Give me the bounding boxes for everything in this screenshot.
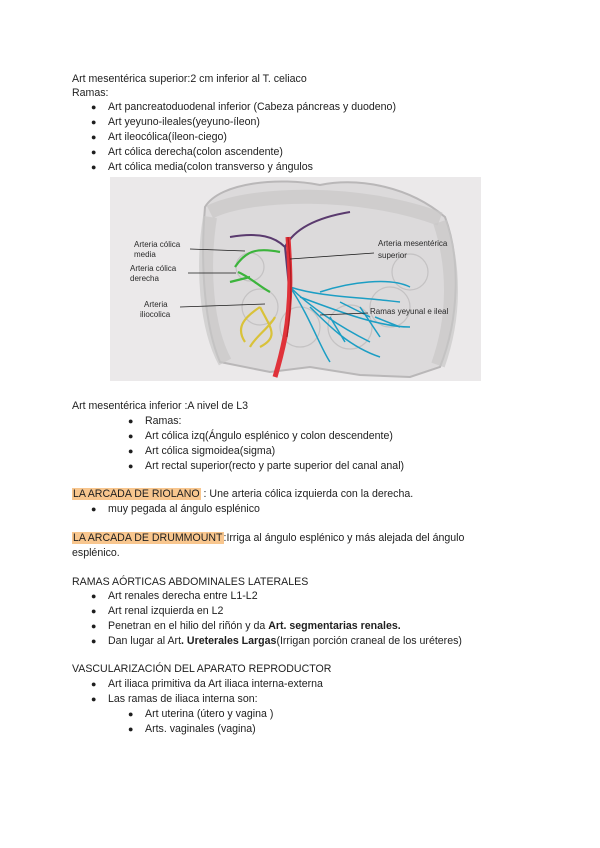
riolano-item: muy pegada al ángulo esplénico (108, 503, 260, 515)
ramas-aorticas-title: RAMAS AÓRTICAS ABDOMINALES LATERALES (72, 576, 309, 588)
item4-text: Dan lugar al Art (108, 635, 182, 647)
bullet-icon: ● (91, 636, 97, 646)
ramas-aorticas-item-2: Art renal izquierda en L2 (108, 605, 224, 617)
ima-item-3: Art cólica sigmoidea(sigma) (145, 445, 276, 457)
reproductor-item-1: Art iliaca primitiva da Art iliaca interna-externa (108, 678, 323, 690)
sma-item-2: Art yeyuno-ileales(yeyuno-íleon) (108, 116, 260, 128)
bullet-icon: ● (128, 416, 134, 426)
ima-item-4: Art rectal superior(recto y parte superior del canal anal) (145, 460, 405, 472)
ima-title: Art mesentérica inferior :A nivel de L3 (72, 400, 249, 412)
sma-item-3: Art ileocólica(íleon-ciego) (108, 131, 227, 143)
bullet-icon: ● (91, 591, 97, 601)
bullet-icon: ● (128, 724, 134, 734)
bullet-icon: ● (91, 147, 97, 157)
label-colica-derecha-2: derecha (130, 274, 159, 283)
bullet-icon: ● (128, 709, 134, 719)
anatomy-figure (110, 177, 481, 381)
item3-text: Penetran en el hilio del riñón y da (108, 620, 269, 632)
label-iliocolica-1: Arteria (144, 300, 168, 309)
sma-ramas-label: Ramas: (72, 87, 109, 99)
label-mesenterica-1: Arteria mesentérica (378, 239, 448, 248)
bullet-icon: ● (91, 606, 97, 616)
label-yeyunal: Ramas yeyunal e ileal (370, 307, 449, 316)
ramas-aorticas-item-3 (108, 619, 401, 633)
bullet-icon: ● (91, 504, 97, 514)
drummount-text-2: esplénico. (72, 547, 120, 559)
sma-item-4: Art cólica derecha(colon ascendente) (108, 146, 283, 158)
mesenteric-diagram (110, 177, 481, 381)
ramas-aorticas-item-4 (108, 634, 462, 648)
item4-post: (Irrigan porción craneal de los uréteres) (276, 635, 462, 647)
bullet-icon: ● (91, 679, 97, 689)
reproductor-subitem-2: Arts. vaginales (vagina) (145, 723, 256, 735)
bullet-icon: ● (91, 694, 97, 704)
bullet-icon: ● (91, 132, 97, 142)
bullet-icon: ● (128, 446, 134, 456)
item4-bold: . Ureterales Largas (181, 635, 277, 647)
riolano-highlight: LA ARCADA DE RIOLANO (73, 488, 200, 500)
bullet-icon: ● (91, 162, 97, 172)
sma-item-1: Art pancreatoduodenal inferior (Cabeza páncreas y duodeno) (108, 101, 396, 113)
riolano-text: : Une arteria cólica izquierda con la derecha. (200, 488, 414, 500)
bullet-icon: ● (91, 621, 97, 631)
sma-title: Art mesentérica superior:2 cm inferior al T. celiaco (72, 73, 307, 85)
drummount-text: :Irriga al ángulo esplénico y más alejada del ángulo (223, 532, 465, 544)
label-iliocolica-2: iliocolica (140, 310, 171, 319)
drummount-line (72, 531, 464, 545)
bullet-icon: ● (91, 117, 97, 127)
bullet-icon: ● (128, 461, 134, 471)
bullet-icon: ● (128, 431, 134, 441)
ima-item-1: Ramas: (145, 415, 182, 427)
reproductor-subitem-1: Art uterina (útero y vagina ) (145, 708, 274, 720)
item3-bold: Art. segmentarias renales. (268, 620, 401, 632)
reproductor-item-2: Las ramas de iliaca interna son: (108, 693, 258, 705)
bullet-icon: ● (91, 102, 97, 112)
label-mesenterica-2: superior (378, 251, 407, 260)
label-colica-media-2: media (134, 250, 156, 259)
reproductor-title: VASCULARIZACIÓN DEL APARATO REPRODUCTOR (72, 663, 332, 675)
riolano-line (72, 487, 413, 501)
sma-item-5: Art cólica media(colon transverso y ángulos (108, 161, 313, 173)
label-colica-media-1: Arteria cólica (134, 240, 181, 249)
ramas-aorticas-item-1: Art renales derecha entre L1-L2 (108, 590, 258, 602)
label-colica-derecha-1: Arteria cólica (130, 264, 177, 273)
drummount-highlight: LA ARCADA DE DRUMMOUNT (73, 532, 223, 544)
ima-item-2: Art cólica izq(Ángulo esplénico y colon descendente) (145, 430, 393, 442)
